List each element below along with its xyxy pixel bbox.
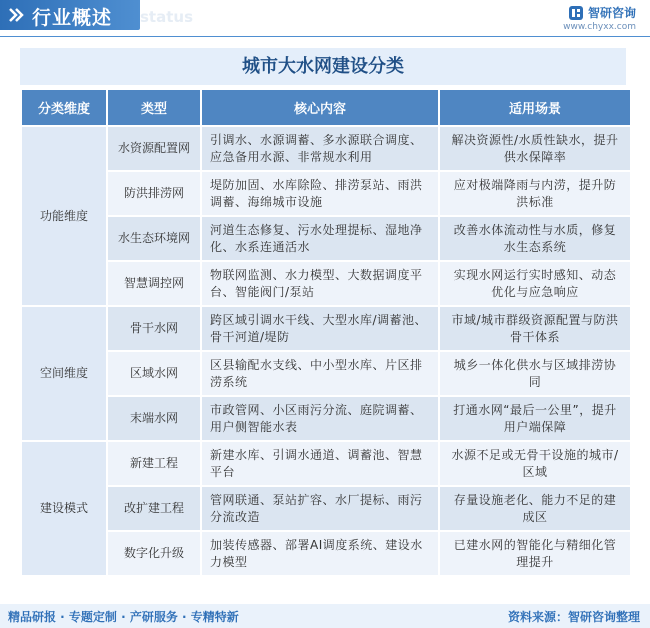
header-core: 核心内容 xyxy=(202,90,438,125)
core-cell: 引调水、水源调蓄、多水源联合调度、应急备用水源、非常规水利用 xyxy=(202,127,438,170)
core-cell: 新建水库、引调水通道、调蓄池、智慧平台 xyxy=(202,442,438,485)
scene-cell: 实现水网运行实时感知、动态优化与应急响应 xyxy=(440,262,630,305)
core-cell: 管网联通、泵站扩容、水厂提标、雨污分流改造 xyxy=(202,487,438,530)
type-cell: 水生态环境网 xyxy=(108,217,200,260)
scene-cell: 水源不足或无骨干设施的城市/区域 xyxy=(440,442,630,485)
header-type: 类型 xyxy=(108,90,200,125)
scene-cell: 应对极端降雨与内涝，提升防洪标准 xyxy=(440,172,630,215)
core-cell: 物联网监测、水力模型、大数据调度平台、智能阀门/泵站 xyxy=(202,262,438,305)
scene-cell: 解决资源性/水质性缺水，提升供水保障率 xyxy=(440,127,630,170)
header-ghost-text: status xyxy=(140,8,193,26)
core-cell: 河道生态修复、污水处理提标、湿地净化、水系连通活水 xyxy=(202,217,438,260)
page-header xyxy=(0,0,650,38)
type-cell: 新建工程 xyxy=(108,442,200,485)
table-header-row xyxy=(22,90,630,125)
header-divider xyxy=(0,36,650,37)
dimension-cell: 建设模式 xyxy=(22,442,106,575)
source-note: 资料来源：智研咨询整理 xyxy=(507,610,640,624)
type-cell: 防洪排涝网 xyxy=(108,172,200,215)
table-row xyxy=(22,532,630,575)
classification-table xyxy=(20,88,632,577)
header-banner xyxy=(0,0,140,30)
type-cell: 区域水网 xyxy=(108,352,200,395)
type-cell: 骨干水网 xyxy=(108,307,200,350)
footer-services: 精品研报 · 专题定制 · 产研服务 · 专精特新 xyxy=(8,610,239,624)
scene-cell: 改善水体流动性与水质，修复水生态系统 xyxy=(440,217,630,260)
core-cell: 市政管网、小区雨污分流、庭院调蓄、用户侧智能水表 xyxy=(202,397,438,440)
brand-name: 智研咨询 xyxy=(587,6,636,20)
brand-logo-icon xyxy=(568,5,584,21)
table-row xyxy=(22,487,630,530)
type-cell: 改扩建工程 xyxy=(108,487,200,530)
page-footer xyxy=(0,604,650,628)
dimension-cell: 功能维度 xyxy=(22,127,106,305)
table-title: 城市大水网建设分类 xyxy=(20,48,626,85)
type-cell: 末端水网 xyxy=(108,397,200,440)
scene-cell: 打通水网“最后一公里”，提升用户端保障 xyxy=(440,397,630,440)
scene-cell: 市域/城市群级资源配置与防洪骨干体系 xyxy=(440,307,630,350)
core-cell: 加装传感器、部署AI调度系统、建设水力模型 xyxy=(202,532,438,575)
brand-url: www.chyxx.com xyxy=(563,22,636,32)
core-cell: 跨区域引调水干线、大型水库/调蓄池、骨干河道/堤防 xyxy=(202,307,438,350)
table-row xyxy=(22,262,630,305)
brand xyxy=(563,4,636,32)
scene-cell: 已建水网的智能化与精细化管理提升 xyxy=(440,532,630,575)
scene-cell: 城乡一体化供水与区域排涝协同 xyxy=(440,352,630,395)
section-title: 行业概述 xyxy=(32,7,113,29)
type-cell: 智慧调控网 xyxy=(108,262,200,305)
core-cell: 堤防加固、水库除险、排涝泵站、雨洪调蓄、海绵城市设施 xyxy=(202,172,438,215)
dimension-cell: 空间维度 xyxy=(22,307,106,440)
core-cell: 区县输配水支线、中小型水库、片区排涝系统 xyxy=(202,352,438,395)
header-dimension: 分类维度 xyxy=(22,90,106,125)
double-chevron-icon xyxy=(8,7,24,23)
type-cell: 水资源配置网 xyxy=(108,127,200,170)
table-row xyxy=(22,127,630,170)
scene-cell: 存量设施老化、能力不足的建成区 xyxy=(440,487,630,530)
table-row xyxy=(22,442,630,485)
header-scene: 适用场景 xyxy=(440,90,630,125)
type-cell: 数字化升级 xyxy=(108,532,200,575)
table-row xyxy=(22,217,630,260)
table-row xyxy=(22,307,630,350)
table-row xyxy=(22,172,630,215)
table-row xyxy=(22,352,630,395)
table-row xyxy=(22,397,630,440)
